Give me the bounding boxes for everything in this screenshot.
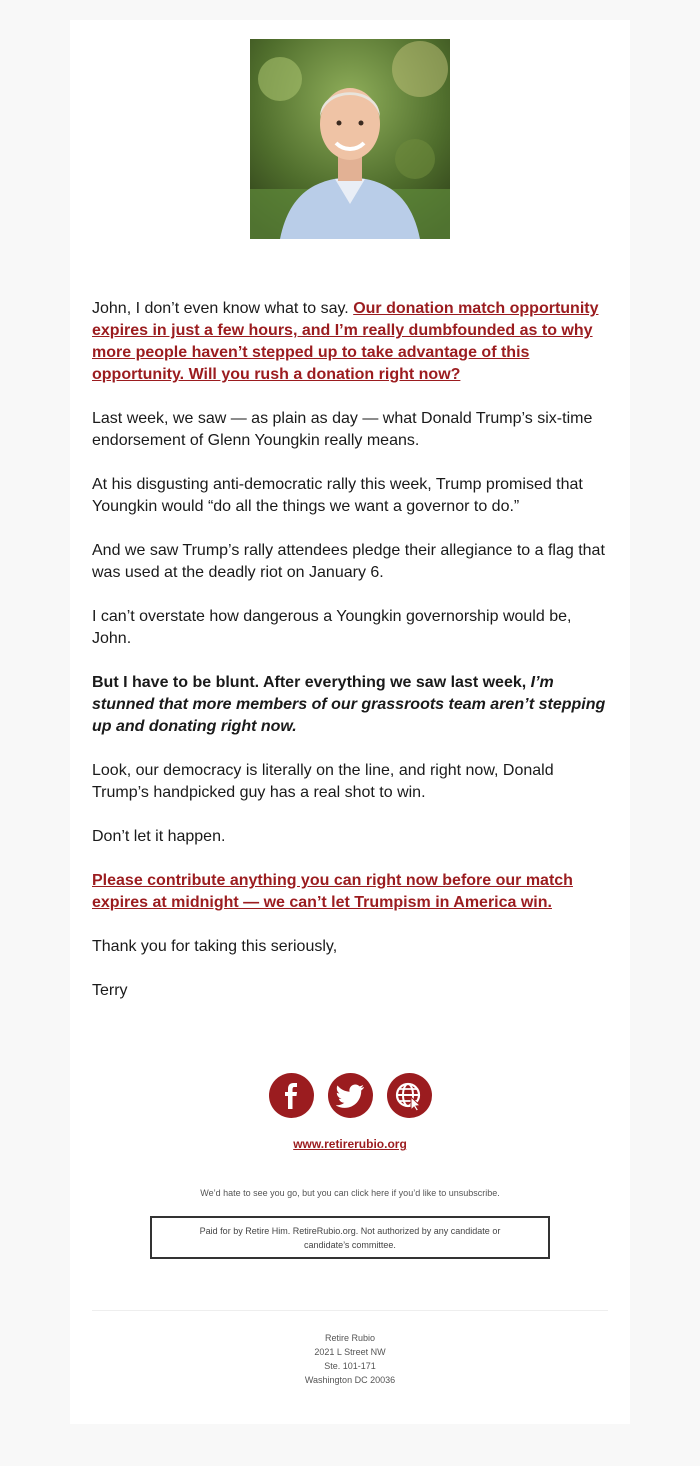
address-org: Retire Rubio [324,1333,376,1343]
facebook-icon [279,1083,303,1109]
social-links [70,1073,630,1118]
paragraph-contribute [92,870,610,914]
paragraph-thanks: Thank you for taking this seriously, [92,938,338,955]
paragraph-blunt [92,672,610,738]
paragraph-rally: At his disgusting anti-democratic rally this week, Trump promised that Youngkin would “do all the things we want a governor to do.” [92,476,583,515]
address-street: 2021 L Street NW [314,1347,386,1357]
signature: Terry [92,982,128,999]
paragraph-democracy: Look, our democracy is literally on the line, and right now, Donald Trump’s handpicked guy has a real shot to win. [92,762,554,801]
paid-for-text: Paid for by Retire Him. RetireRubio.org. Not authorized by any candidate or candidate’s committee. [199,1226,501,1250]
blunt-text: But I have to be blunt. After everything we saw last week, [92,674,531,691]
contribute-link[interactable]: Please contribute anything you can right now before our match expires at midnight — we can’t let Trumpism in America win. [92,872,573,911]
website-button[interactable] [387,1073,432,1118]
twitter-button[interactable] [328,1073,373,1118]
paragraph-intro [92,298,610,386]
twitter-icon [336,1084,364,1108]
intro-text: John, I don’t even know what to say. [92,300,354,317]
address-city: Washington DC 20036 [304,1375,396,1385]
email-body [92,298,610,1024]
candidate-photo [250,39,450,239]
donation-match-link[interactable]: Our donation match opportunity expires in just a few hours, and I’m really dumbfounded as to why more people haven’t stepped up to take advantage of this opportunity. Will you rush a donation right now? [92,300,599,383]
paragraph-danger: I can’t overstate how dangerous a Youngkin governorship would be, John. [92,608,572,647]
unsubscribe-notice[interactable]: We’d hate to see you go, but you can click here if you’d like to unsubscribe. [200,1188,500,1198]
footer-divider [92,1310,608,1311]
paid-for-disclaimer [150,1216,550,1259]
address-suite: Ste. 101-171 [324,1361,376,1371]
email-card [70,20,630,1424]
website-link[interactable]: www.retirerubio.org [293,1137,407,1151]
paragraph-endorsement: Last week, we saw — as plain as day — what Donald Trump’s six-time endorsement of Glenn Youngkin really means. [92,410,593,449]
facebook-button[interactable] [269,1073,314,1118]
paragraph-dont-let: Don’t let it happen. [92,828,226,845]
mailing-address [70,1331,630,1387]
stunned-text: I’m stunned that more members of our grassroots team aren’t stepping up and donating right now. [92,674,606,735]
paragraph-flag: And we saw Trump’s rally attendees pledge their allegiance to a flag that was used at the deadly riot on January 6. [92,542,605,581]
website-icon [394,1081,424,1111]
